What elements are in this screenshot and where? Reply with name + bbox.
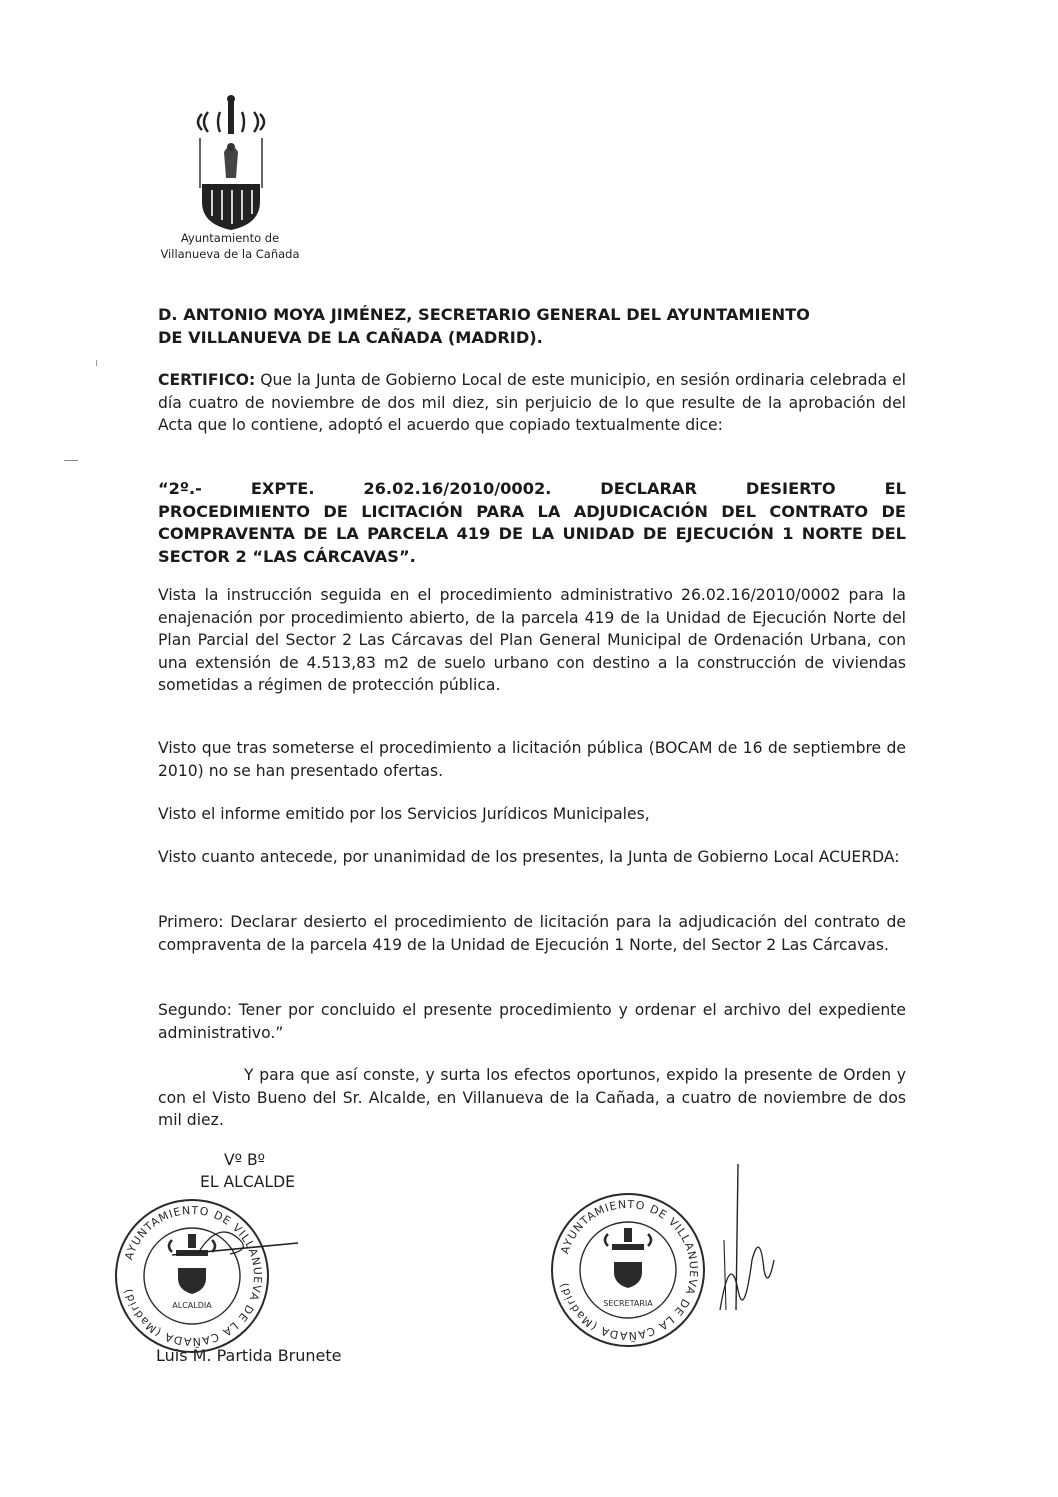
paragraph-visto-antecede: Visto cuanto antecede, por unanimidad de los presentes, la Junta de Gobierno Local ACUERDA: [158,848,900,866]
org-line-1: Ayuntamiento de [180,231,280,245]
certifico-paragraph [158,369,906,437]
agenda-word: 26.02.16/2010/0002. [363,479,552,498]
org-line-2: Villanueva de la Cañada [160,247,300,261]
visto-bueno-label: Vº Bº [224,1151,266,1169]
alcalde-signature-scribble [170,1205,300,1265]
left-stamp-ring-text: AYUNTAMIENTO DE VILLANUEVA DE LA CAÑADA (Madrid) [121,1203,265,1349]
paragraph-vista-instruccion: Vista la instrucción seguida en el procedimiento administrativo 26.02.16/2010/0002 para la enajenación por procedimiento abierto, de la parcela 419 de la Unidad de Ejecución Norte del Plan Parcial del Sector 2 Las Cárcavas del Plan General Municipal de Ordenación Urbana, con una extensión de 4.513,83 m2 de suelo urbano con destino a la construcción de viviendas sometidas a régimen de protección pública. [158,586,906,694]
document-title [158,303,906,349]
agenda-word: EXPTE. [250,479,315,498]
scan-speck [96,360,97,366]
secretario-signature-scribble [680,1160,790,1320]
right-stamp-ring-text: AYUNTAMIENTO DE VILLANUEVA DE LA CAÑADA (Madrid) [557,1197,701,1343]
agenda-word: EL [884,479,906,498]
scan-speck [64,460,78,461]
paragraph-visto-informe: Visto el informe emitido por los Servicios Jurídicos Municipales, [158,805,650,823]
agenda-word: “2º.- [158,479,202,498]
title-line-2: DE VILLANUEVA DE LA CAÑADA (MADRID). [158,328,543,347]
paragraph-visto-licitacion: Visto que tras someterse el procedimiento a licitación pública (BOCAM de 16 de septiembre de 2010) no se han presentado ofertas. [158,739,906,780]
agenda-word: DESIERTO [745,479,836,498]
certifico-text: Que la Junta de Gobierno Local de este municipio, en sesión ordinaria celebrada el día cuatro de noviembre de dos mil diez, sin perjuicio de lo que resulte de la aprobación del Acta que lo contiene, adoptó el acuerdo que copiado textualmente dice: [158,371,906,434]
agenda-rest: PROCEDIMIENTO DE LICITACIÓN PARA LA ADJUDICACIÓN DEL CONTRATO DE COMPRAVENTA DE LA PARCELA 419 DE LA UNIDAD DE EJECUCIÓN 1 NORTE DEL SECTOR 2 “LAS CÁRCAVAS”. [158,501,906,566]
organization-name [150,230,310,262]
right-stamp-center-text: SECRETARIA [603,1299,653,1308]
agenda-first-line [158,478,906,501]
title-line-1: D. ANTONIO MOYA JIMÉNEZ, SECRETARIO GENERAL DEL AYUNTAMIENTO [158,305,810,324]
paragraph-segundo: Segundo: Tener por concluido el presente procedimiento y ordenar el archivo del expediente administrativo.” [158,1001,906,1042]
paragraph-closing: Y para que así conste, y surta los efectos oportunos, expido la presente de Orden y con el Visto Bueno del Sr. Alcalde, en Villanueva de la Cañada, a cuatro de noviembre de dos mil diez. [158,1066,906,1129]
alcalde-role: EL ALCALDE [200,1173,295,1191]
agenda-word: DECLARAR [600,479,697,498]
alcalde-name: Luis M. Partida Brunete [156,1346,342,1365]
left-stamp-center-text: ALCALDIA [172,1301,212,1310]
paragraph-primero: Primero: Declarar desierto el procedimiento de licitación para la adjudicación del contrato de compraventa de la parcela 419 de la Unidad de Ejecución 1 Norte, del Sector 2 Las Cárcavas. [158,913,906,954]
agenda-item-heading [158,478,906,568]
certifico-label: CERTIFICO: [158,371,256,389]
municipal-crest-logo [190,92,272,230]
